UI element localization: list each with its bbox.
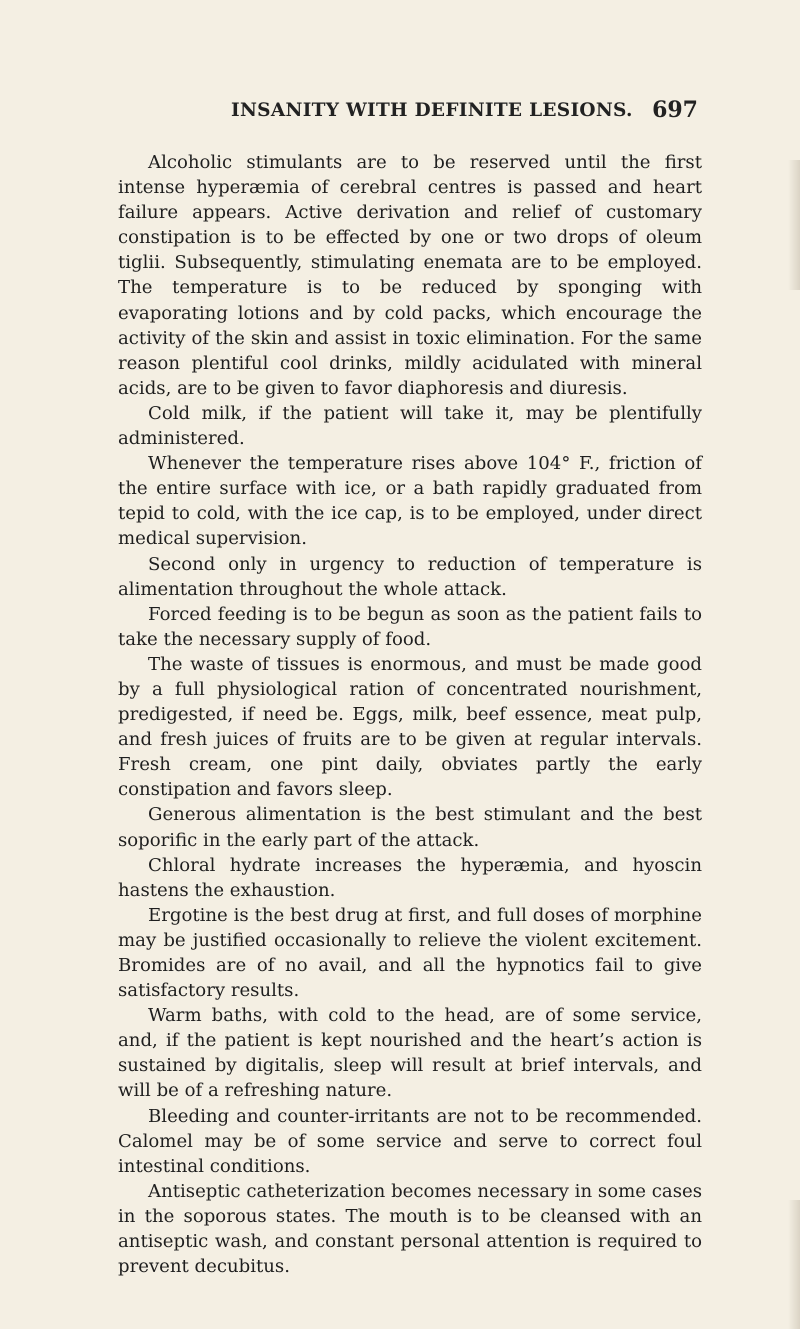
paragraph: Cold milk, if the patient will take it, may be plentifully administered. (118, 402, 702, 450)
paragraph: Bleeding and counter-irritants are not to be recommended. Calomel may be of some service and serve to correct foul intestinal conditions. (118, 1105, 702, 1177)
paragraph: Antiseptic catheterization becomes necessary in some cases in the soporous states. The mouth is to be cleansed with an antiseptic wash, and constant personal attention is required to prevent decubitus. (118, 1180, 702, 1278)
running-header (120, 97, 698, 130)
page-edge-shadow (788, 160, 800, 290)
page-number: 697 (652, 97, 698, 123)
paragraph: Warm baths, with cold to the head, are of some service, and, if the patient is kept nourished and the heart’s action is sustained by digitalis, sleep will result at brief intervals, and will be of a refreshing nature. (118, 1005, 702, 1102)
paragraph: Generous alimentation is the best stimulant and the best soporific in the early part of the attack. (118, 804, 702, 851)
paragraph: Forced feeding is to be begun as soon as the patient fails to take the necessary supply of food. (118, 603, 702, 650)
paragraph: Alcoholic stimulants are to be reserved until the first intense hyperæmia of cerebral centres is passed and heart failure appears. Active derivation and relief of customary constipation is to be effected by one or two drops of oleum tiglii. Subsequently, stimulating enemata are to be employed. The temperature is to be reduced by sponging with evaporating lotions and by cold packs, which encourage the activity of the skin and assist in toxic elimination. For the same reason plentiful cool drinks, mildly acidulated with mineral acids, are to be given to favor diaphoresis and diuresis. (118, 152, 702, 399)
paragraph: The waste of tissues is enormous, and must be made good by a full physiological ration of concentrated nourishment, predigested, if need be. Eggs, milk, beef essence, meat pulp, and fresh juices of fruits are to be given at regular intervals. Fresh cream, one pint daily, obviates partly the early constipation and favors sleep. (118, 653, 702, 801)
body-text (118, 150, 702, 1279)
paragraph: Second only in urgency to reduction of temperature is alimentation throughout the whole attack. (118, 553, 702, 600)
paragraph: Ergotine is the best drug at first, and full doses of morphine may be justified occasionally to relieve the violent excitement. Bromides are of no avail, and all the hypnotics fail to give satisfactory results. (118, 904, 702, 1002)
page-edge-shadow (788, 1200, 800, 1329)
paragraph: Chloral hydrate increases the hyperæmia, and hyoscin hastens the exhaustion. (118, 854, 702, 901)
running-title: INSANITY WITH DEFINITE LESIONS. (231, 100, 633, 121)
paragraph: Whenever the temperature rises above 104° F., friction of the entire surface with ice, or a bath rapidly graduated from tepid to cold, with the ice cap, is to be employed, under direct medical supervision. (118, 453, 702, 550)
